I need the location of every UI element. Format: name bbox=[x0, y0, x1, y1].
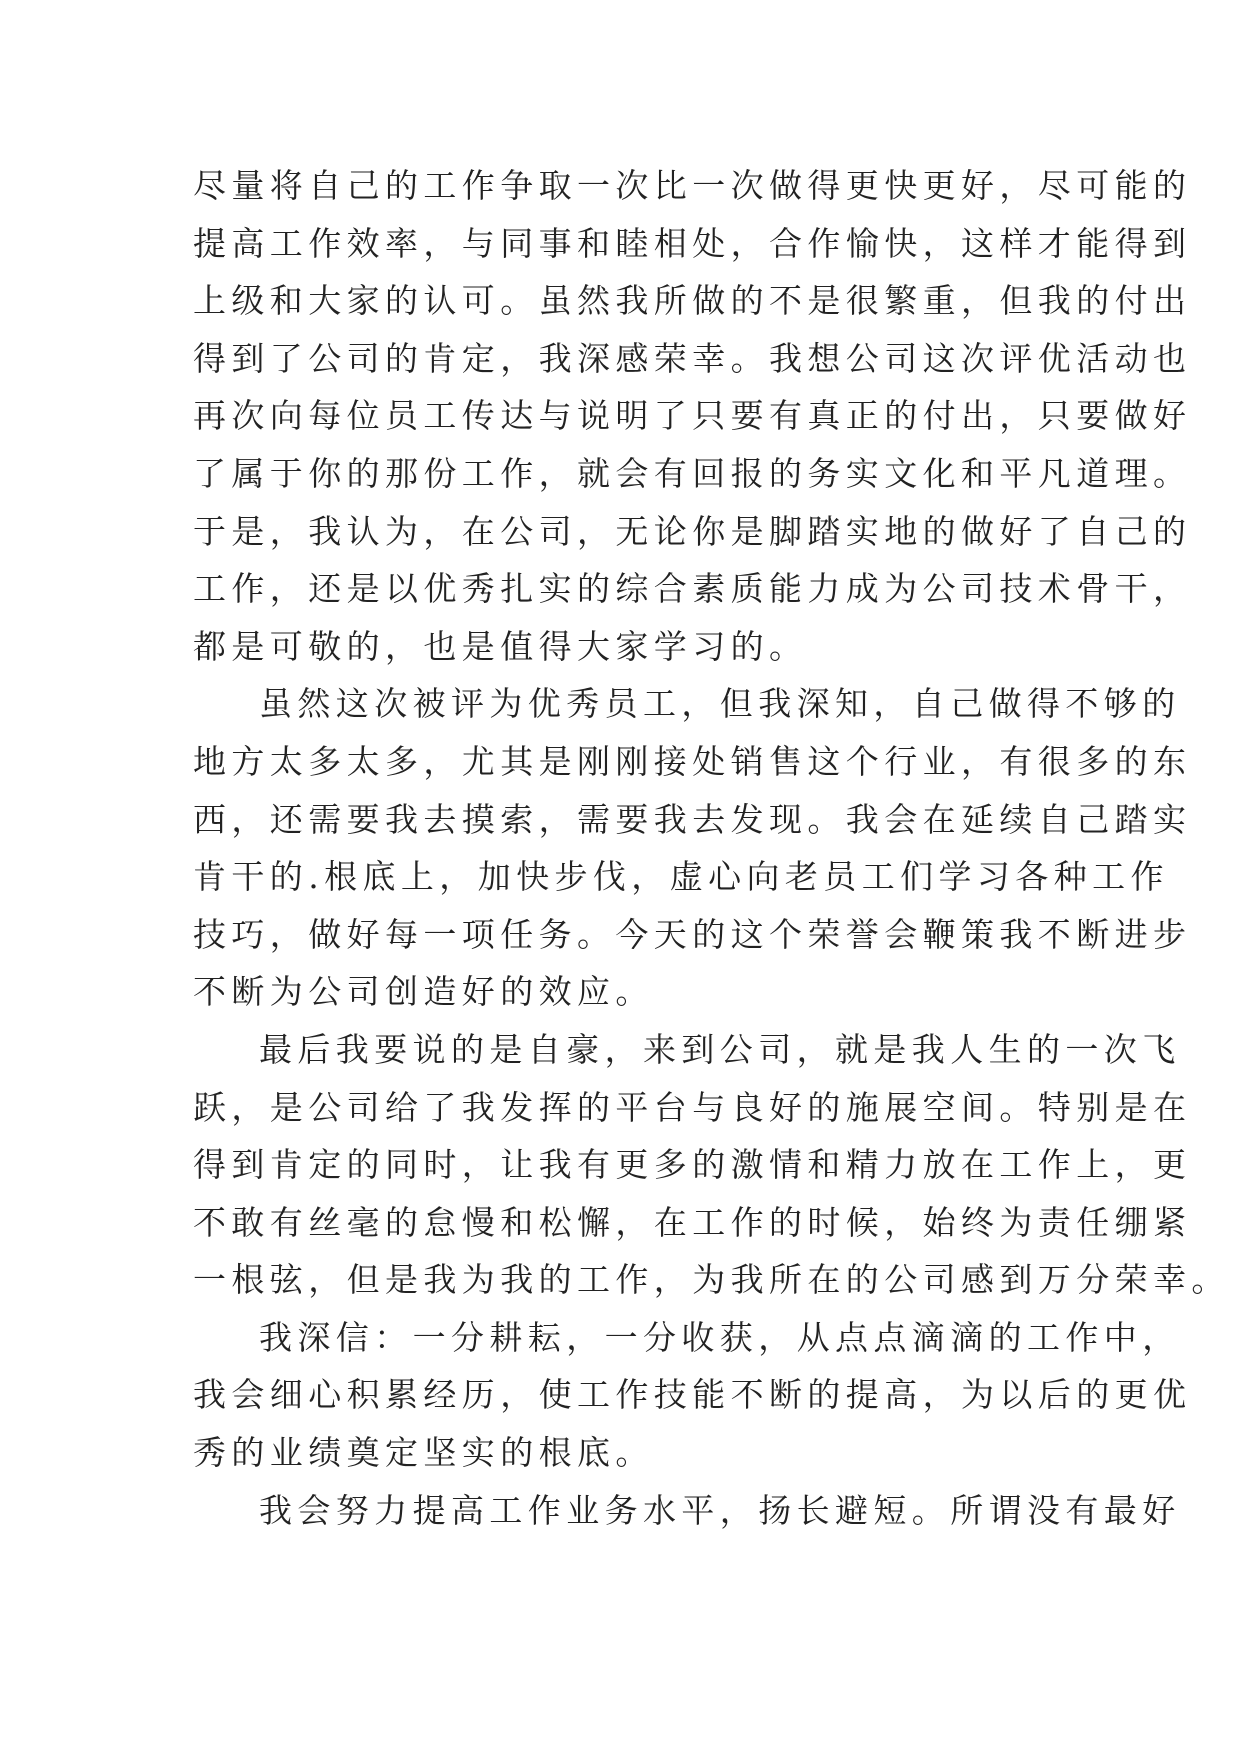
text-line: 于是，我认为，在公司，无论你是脚踏实地的做好了自己的 bbox=[193, 511, 1192, 551]
text-line: 得到了公司的肯定，我深感荣幸。我想公司这次评优活动也 bbox=[193, 338, 1192, 378]
body-text bbox=[193, 157, 1230, 1539]
text-line: 秀的业绩奠定坚实的根底。 bbox=[193, 1433, 654, 1473]
text-line: 都是可敬的，也是值得大家学习的。 bbox=[193, 626, 808, 666]
text-line: 不敢有丝毫的怠慢和松懈，在工作的时候，始终为责任绷紧 bbox=[193, 1202, 1192, 1242]
text-line: 上级和大家的认可。虽然我所做的不是很繁重，但我的付出 bbox=[193, 281, 1192, 321]
text-line: 技巧，做好每一项任务。今天的这个荣誉会鞭策我不断进步 bbox=[193, 914, 1192, 954]
text-line: 跃，是公司给了我发挥的平台与良好的施展空间。特别是在 bbox=[193, 1087, 1192, 1127]
text-line: 不断为公司创造好的效应。 bbox=[193, 972, 654, 1012]
paragraph-first-line: 最后我要说的是自豪，来到公司，就是我人生的一次飞 bbox=[259, 1029, 1181, 1069]
text-line: 西，还需要我去摸索，需要我去发现。我会在延续自己踏实 bbox=[193, 799, 1192, 839]
text-line: 得到肯定的同时，让我有更多的激情和精力放在工作上，更 bbox=[193, 1145, 1192, 1185]
text-line: 提高工作效率，与同事和睦相处，合作愉快，这样才能得到 bbox=[193, 223, 1192, 263]
text-line: 地方太多太多，尤其是刚刚接处销售这个行业，有很多的东 bbox=[193, 741, 1192, 781]
text-line: 再次向每位员工传达与说明了只要有真正的付出，只要做好 bbox=[193, 396, 1192, 436]
text-line: 一根弦，但是我为我的工作，为我所在的公司感到万分荣幸。 bbox=[193, 1260, 1230, 1300]
text-line: 工作，还是以优秀扎实的综合素质能力成为公司技术骨干， bbox=[193, 569, 1192, 609]
paragraph-first-line: 我深信：一分耕耘，一分收获，从点点滴滴的工作中， bbox=[259, 1317, 1181, 1357]
text-line: 我会细心积累经历，使工作技能不断的提高，为以后的更优 bbox=[193, 1375, 1192, 1415]
paragraph-first-line: 虽然这次被评为优秀员工，但我深知，自己做得不够的 bbox=[259, 684, 1181, 724]
text-line: 肯干的.根底上，加快步伐，虚心向老员工们学习各种工作 bbox=[193, 857, 1169, 897]
text-line: 了属于你的那份工作，就会有回报的务实文化和平凡道理。 bbox=[193, 453, 1192, 493]
text-line: 尽量将自己的工作争取一次比一次做得更快更好，尽可能的 bbox=[193, 166, 1192, 205]
paragraph-first-line: 我会努力提高工作业务水平，扬长避短。所谓没有最好 bbox=[259, 1490, 1181, 1530]
